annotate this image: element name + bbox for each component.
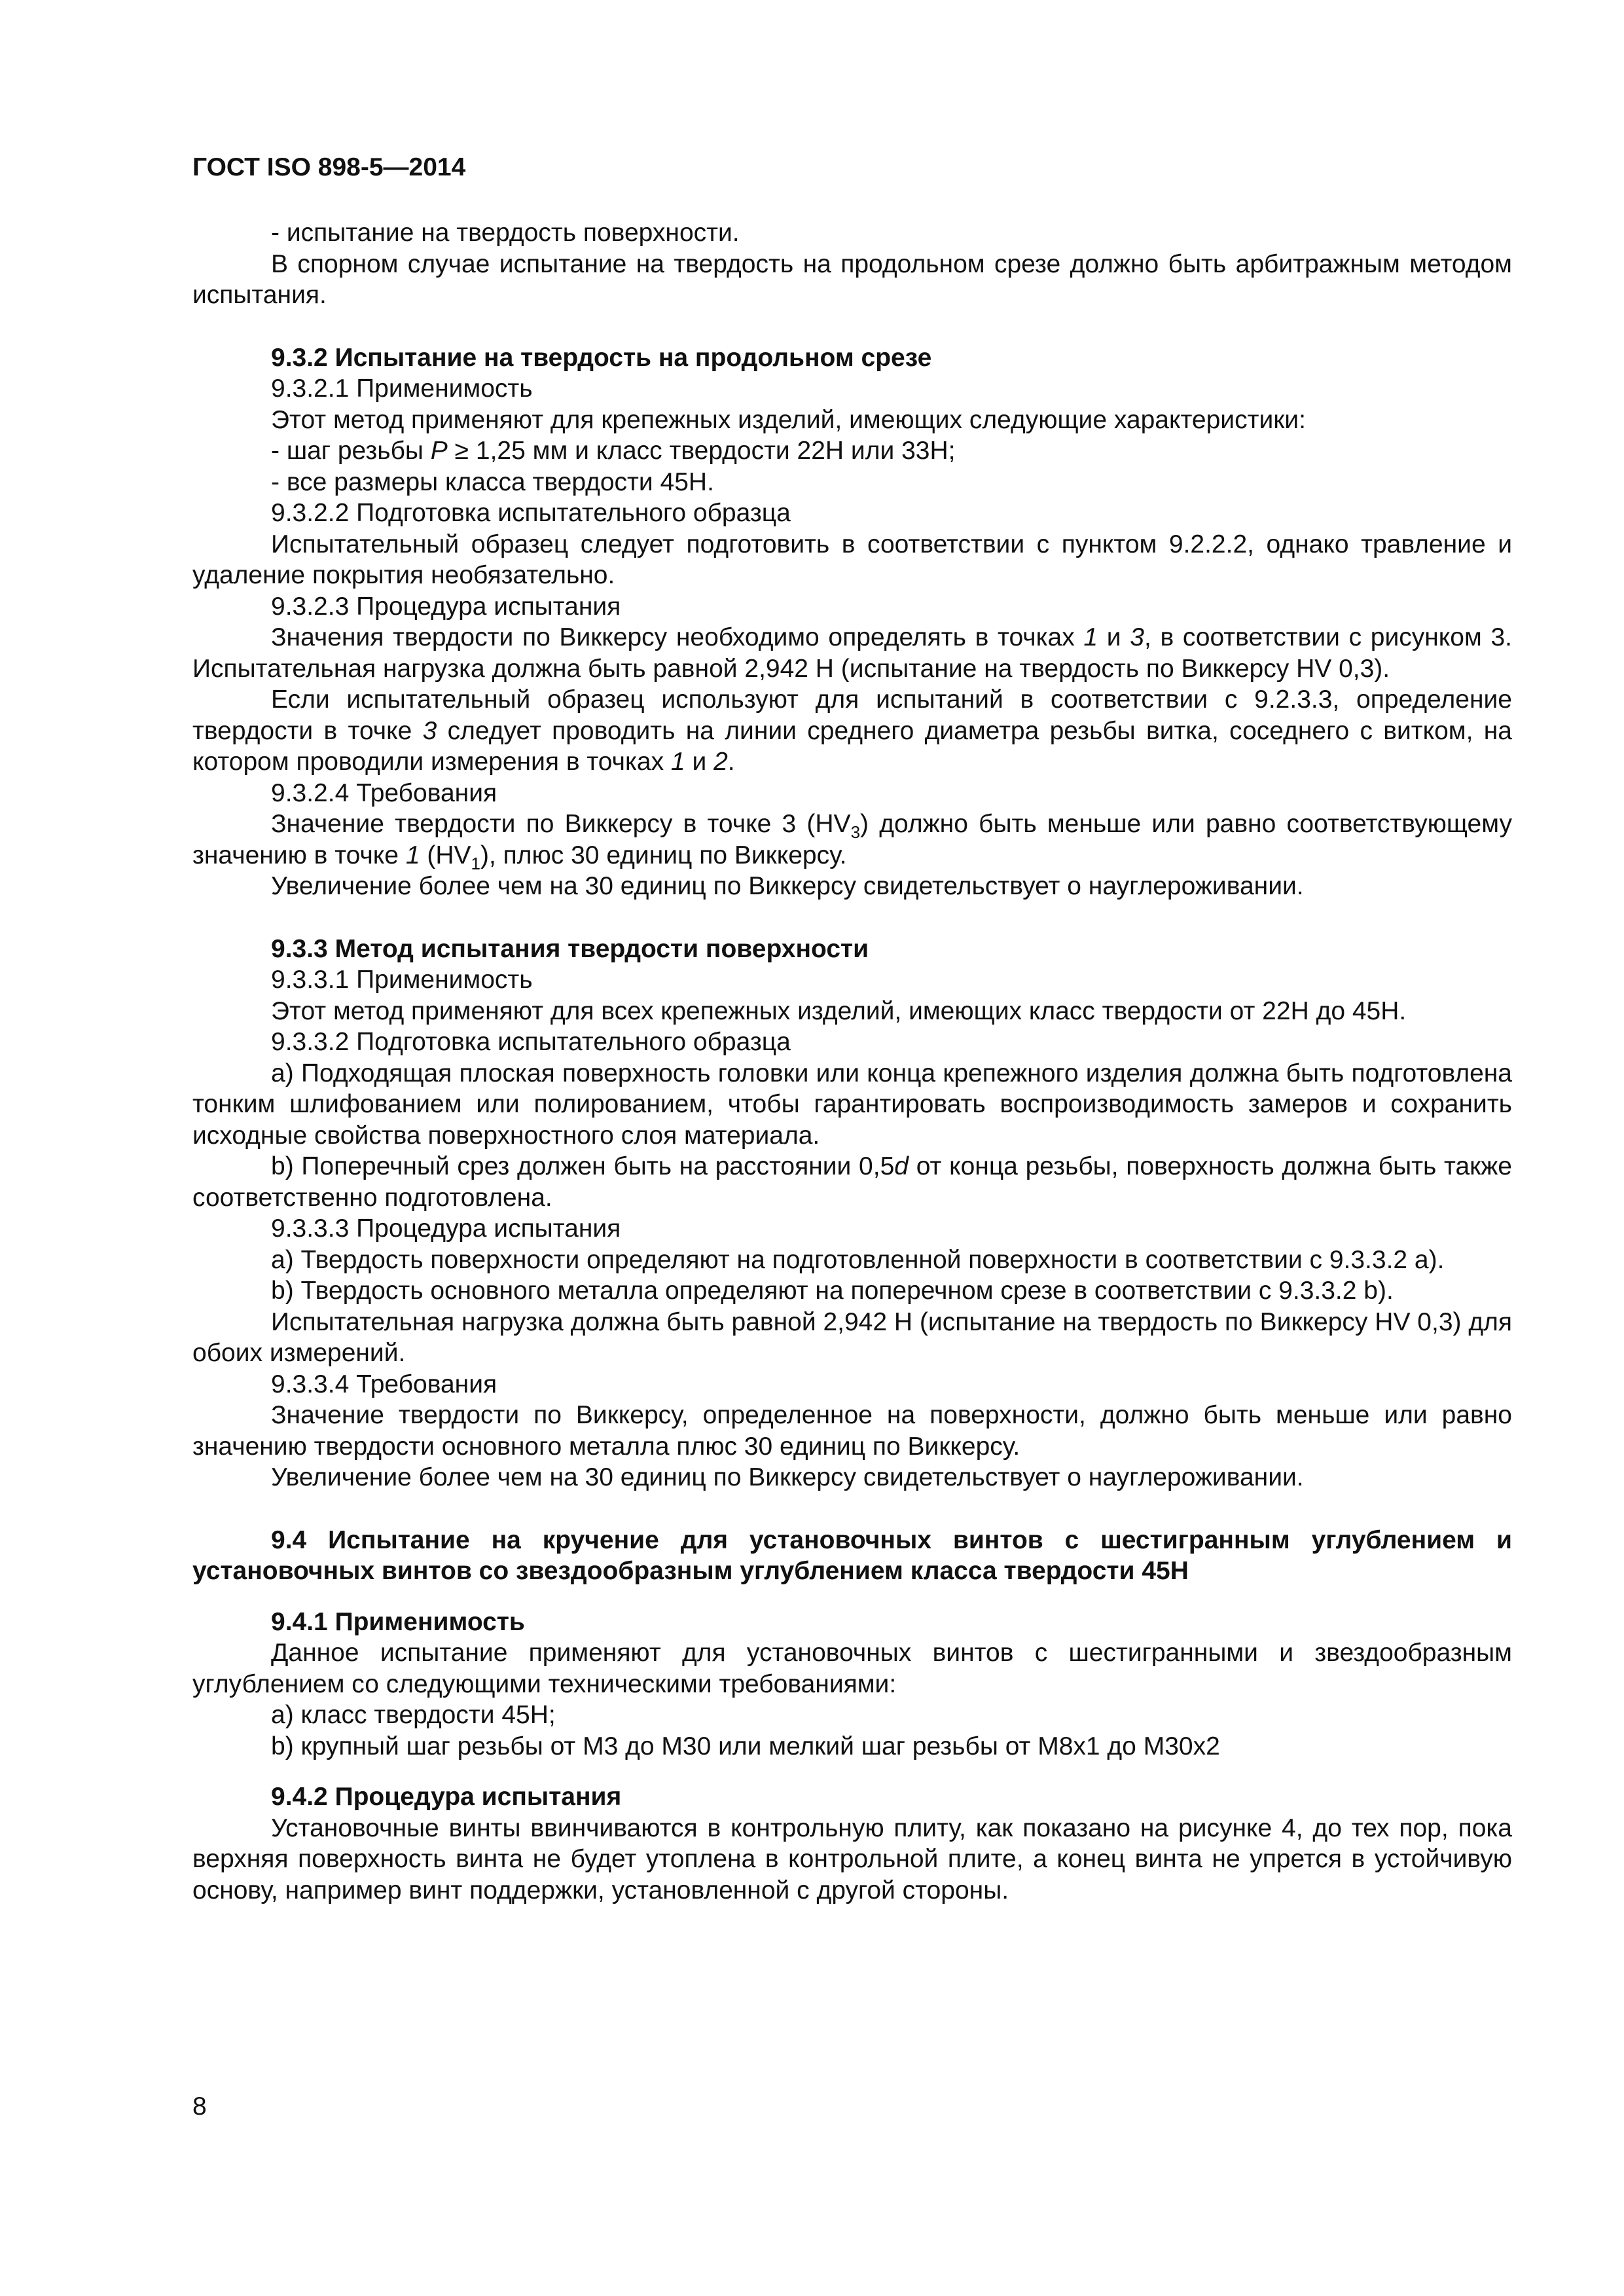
subsection-heading: 9.3.3.4 Требования bbox=[271, 1370, 497, 1398]
paragraph: b) Поперечный срез должен быть на расстоянии 0,5d от конца резьбы, поверхность должна быть также соответственно подготовлена. bbox=[192, 1152, 1512, 1212]
section-heading: 9.4.2 Процедура испытания bbox=[271, 1783, 622, 1811]
section-heading: 9.4.1 Применимость bbox=[271, 1607, 525, 1636]
subsection-heading: 9.3.3.3 Процедура испытания bbox=[271, 1214, 621, 1243]
paragraph: Испытательный образец следует подготовить в соответствии с пунктом 9.2.2.2, однако травление и удаление покрытия необязательно. bbox=[192, 530, 1512, 589]
subsection-heading: 9.3.2.3 Процедура испытания bbox=[271, 592, 621, 621]
paragraph: Установочные винты ввинчиваются в контрольную плиту, как показано на рисунке 4, до тех пор, пока верхняя поверхность винта не будет утоплена в контрольной плите, а конец винта не упрется в устойчивую основу, например винт поддержки, установленной с другой стороны. bbox=[192, 1813, 1512, 1904]
section-heading: 9.4 Испытание на кручение для установочных винтов с шестигранным углублением и установочных винтов со звездообразным углублением класса твердости 45H bbox=[192, 1525, 1512, 1585]
paragraph: Значение твердости по Виккерсу, определенное на поверхности, должно быть меньше или равно значению твердости основного металла плюс 30 единиц по Виккерсу. bbox=[192, 1401, 1512, 1461]
subsection-heading: 9.3.2.1 Применимость bbox=[271, 374, 533, 403]
paragraph: Увеличение более чем на 30 единиц по Виккерсу свидетельствует о науглероживании. bbox=[271, 872, 1304, 900]
document-header: ГОСТ ISO 898-5—2014 bbox=[192, 153, 466, 181]
paragraph: Значения твердости по Виккерсу необходимо определять в точках 1 и 3, в соответствии с рисунком 3. Испытательная нагрузка должна быть равной 2,942 Н (испытание на твердость по Виккерсу HV 0,3). bbox=[192, 623, 1512, 683]
variable: P bbox=[430, 437, 448, 465]
subsection-heading: 9.3.2.2 Подготовка испытательного образца bbox=[271, 499, 791, 527]
section-heading: 9.3.2 Испытание на твердость на продольном срезе bbox=[271, 343, 932, 372]
paragraph: a) Подходящая плоская поверхность головки или конца крепежного изделия должна быть подготовлена тонким шлифованием или полированием, чтобы гарантировать воспроизводимость замеров и сохранить исходные свойства поверхностного слоя материала. bbox=[192, 1059, 1512, 1150]
page-number: 8 bbox=[192, 2092, 207, 2121]
subsection-heading: 9.3.3.2 Подготовка испытательного образца bbox=[271, 1028, 791, 1056]
paragraph: Данное испытание применяют для установочных винтов с шестигранными и звездообразным углублением со следующими техническими требованиями: bbox=[192, 1639, 1512, 1698]
paragraph: a) Твердость поверхности определяют на подготовленной поверхности в соответствии с 9.3.3.2 a). bbox=[271, 1245, 1445, 1274]
paragraph: - испытание на твердость поверхности. bbox=[271, 219, 740, 247]
subsection-heading: 9.3.3.1 Применимость bbox=[271, 966, 533, 994]
paragraph: Если испытательный образец используют для испытаний в соответствии с 9.2.3.3, определение твердости в точке 3 следует проводить на линии среднего диаметра резьбы витка, соседнего с витком, на котором проводили измерения в точках 1 и 2. bbox=[192, 685, 1512, 776]
paragraph: В спорном случае испытание на твердость на продольном срезе должно быть арбитражным методом испытания. bbox=[192, 249, 1512, 309]
list-item: b) крупный шаг резьбы от M3 до M30 или мелкий шаг резьбы от M8x1 до M30x2 bbox=[271, 1732, 1220, 1760]
paragraph: Этот метод применяют для всех крепежных изделий, имеющих класс твердости от 22H до 45H. bbox=[271, 996, 1407, 1025]
list-item: a) класс твердости 45H; bbox=[271, 1701, 556, 1729]
paragraph: Этот метод применяют для крепежных изделий, имеющих следующие характеристики: bbox=[271, 405, 1306, 434]
list-item: - шаг резьбы P ≥ 1,25 мм и класс твердости 22H или 33H; bbox=[271, 437, 956, 465]
paragraph: b) Твердость основного металла определяют на поперечном срезе в соответствии с 9.3.3.2 b). bbox=[271, 1277, 1394, 1305]
paragraph: Увеличение более чем на 30 единиц по Виккерсу свидетельствует о науглероживании. bbox=[271, 1463, 1304, 1491]
paragraph: Испытательная нагрузка должна быть равной 2,942 Н (испытание на твердость по Виккерсу HV 0,3) для обоих измерений. bbox=[192, 1307, 1512, 1367]
subsection-heading: 9.3.2.4 Требования bbox=[271, 778, 497, 807]
paragraph: Значение твердости по Виккерсу в точке 3 $(HV_3)$ должно быть меньше или равно соответствующему значению в точке 1 $(HV_1)$, плюс 30 единиц по Виккерсу. bbox=[192, 810, 1512, 873]
list-item: - все размеры класса твердости 45H. bbox=[271, 467, 714, 496]
document-body bbox=[192, 217, 1512, 1906]
section-heading: 9.3.3 Метод испытания твердости поверхности bbox=[271, 934, 869, 963]
